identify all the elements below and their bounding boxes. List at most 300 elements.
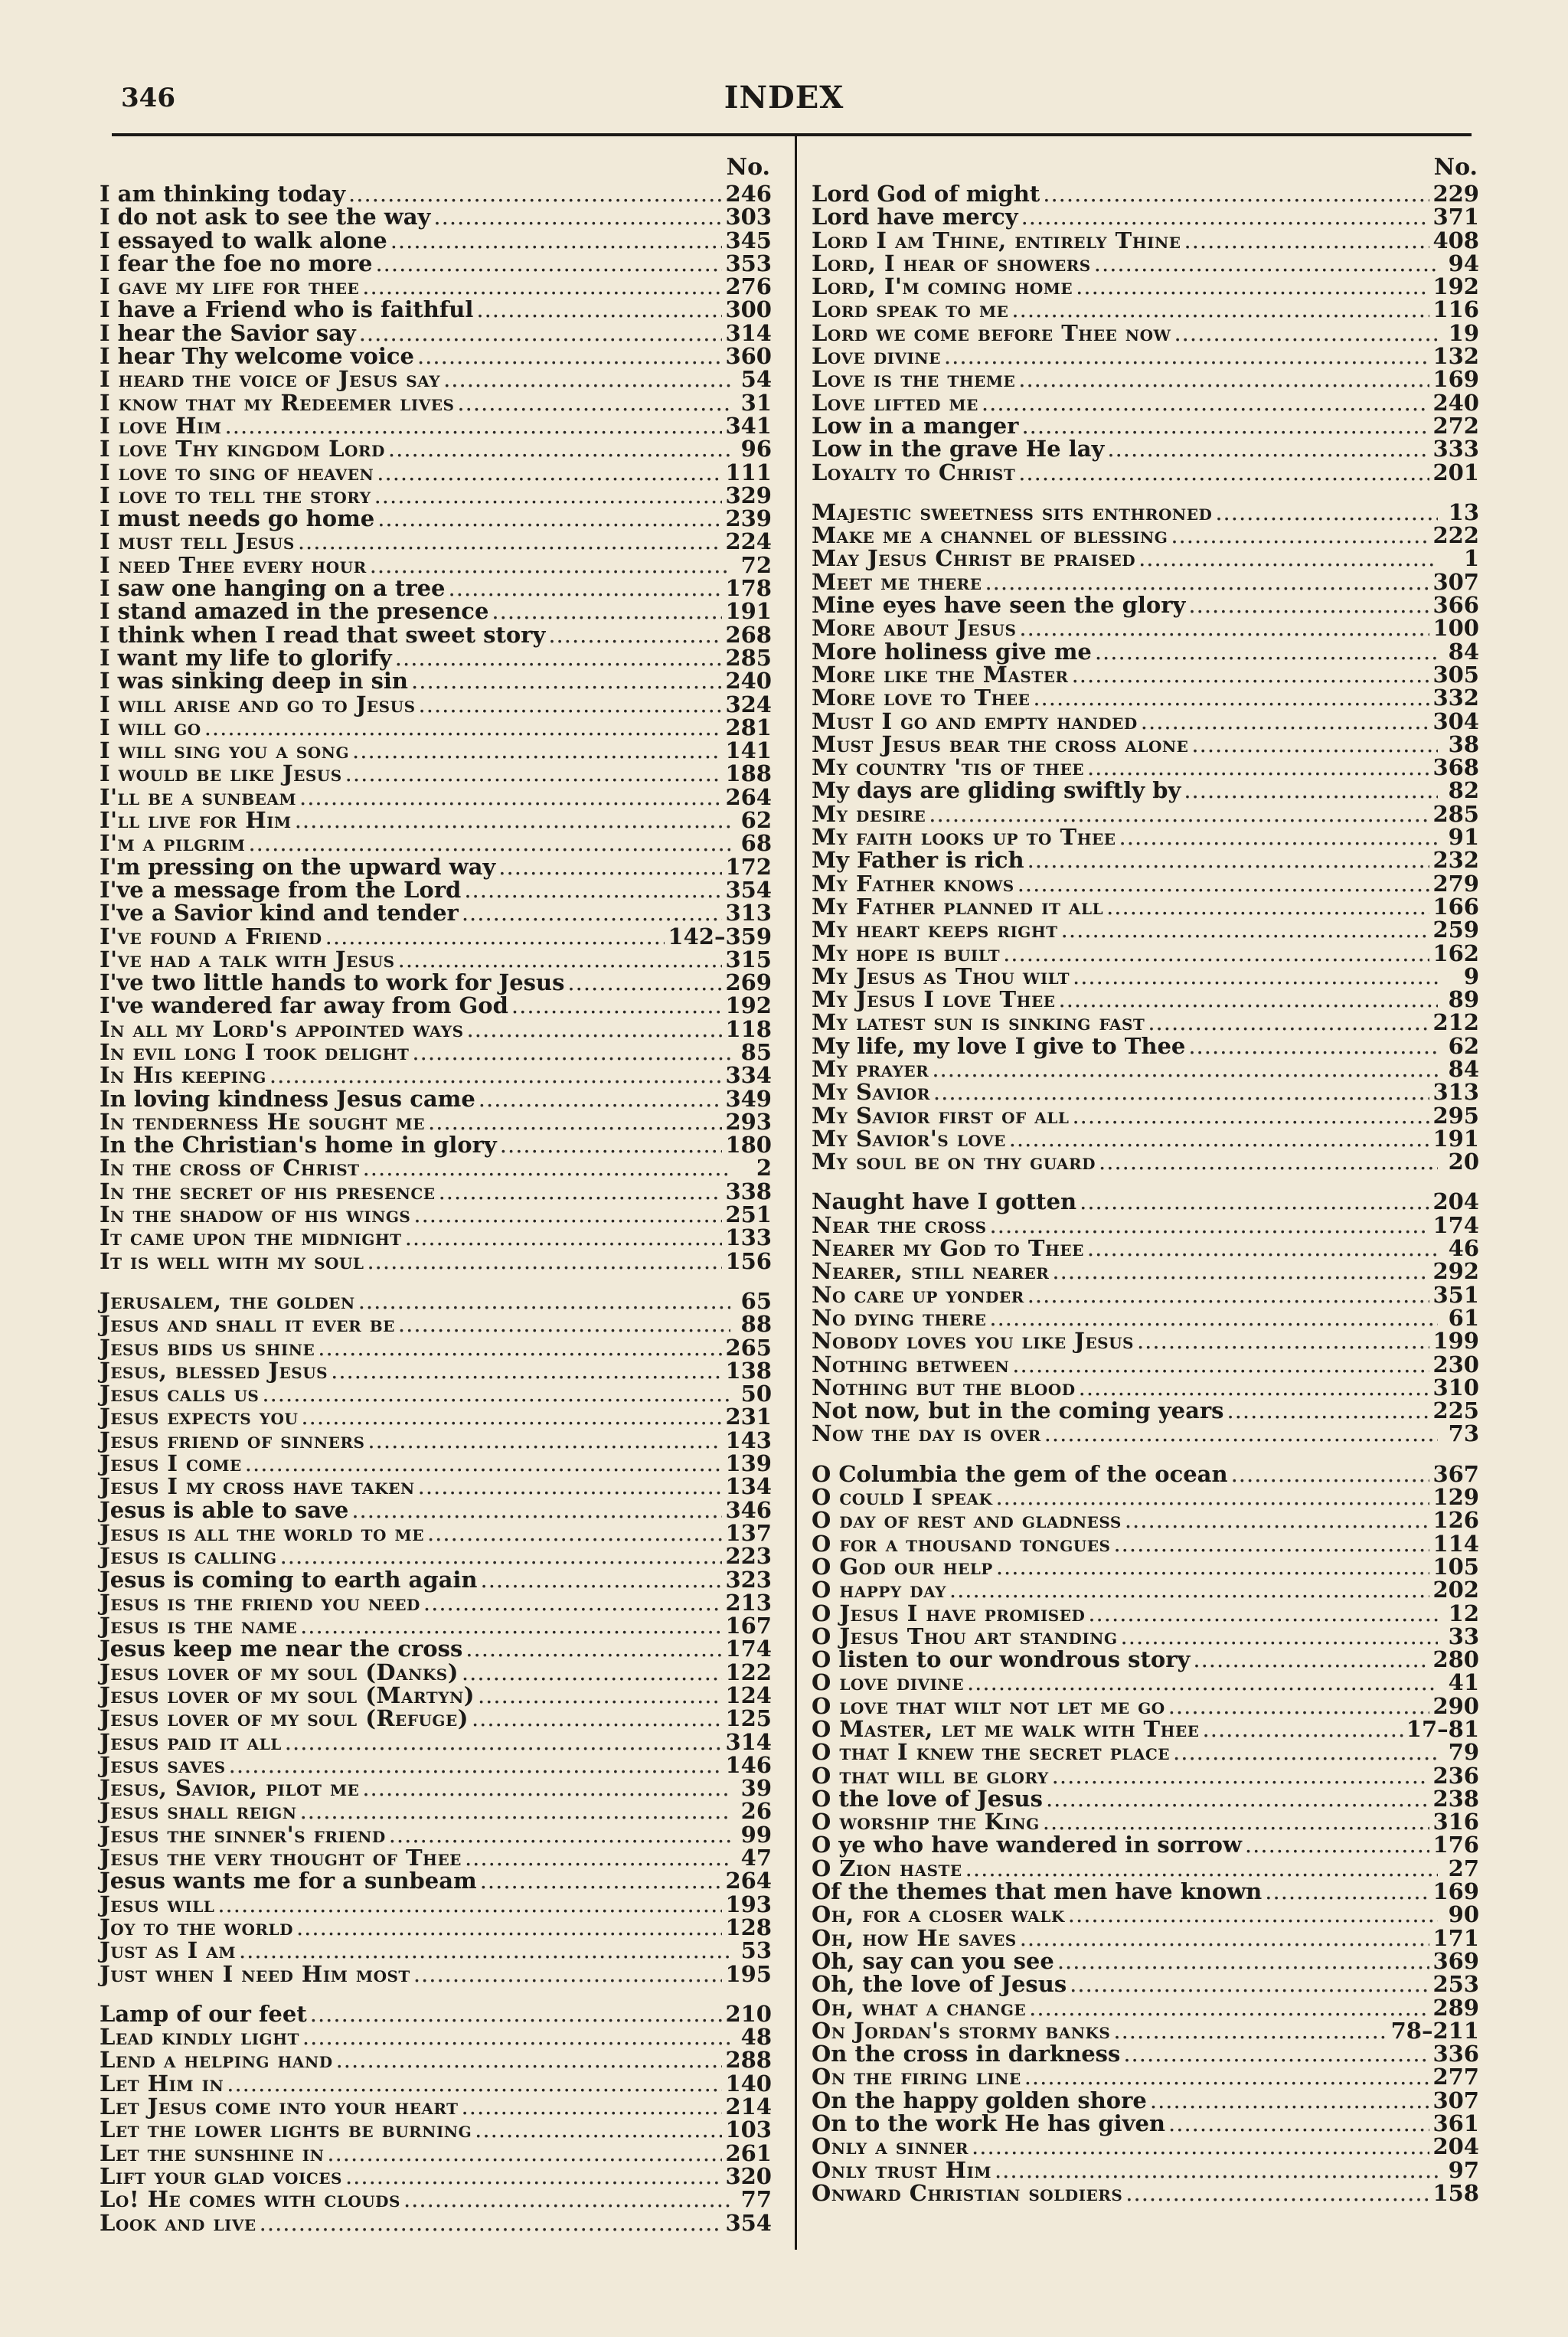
hymn-number: 251: [725, 1201, 772, 1228]
hymn-title: Oh, for a closer walk: [812, 1901, 1065, 1928]
dot-leader: [1191, 733, 1438, 756]
dot-leader: [467, 1018, 723, 1041]
hymn-number: 360: [725, 343, 772, 370]
dot-leader: [239, 1939, 730, 1962]
hymn-title: I saw one hanging on a tree: [100, 575, 446, 602]
index-entry: [812, 640, 1479, 663]
index-entry: [812, 965, 1479, 988]
dot-leader: [405, 1226, 723, 1249]
index-entry: [812, 1399, 1479, 1422]
hymn-number: 132: [1432, 343, 1479, 370]
index-entry: [812, 1996, 1479, 2019]
hymn-number: 103: [725, 2116, 772, 2143]
hymn-title: I want my life to glorify: [100, 644, 392, 671]
hymn-number: 268: [725, 621, 772, 648]
hymn-title: Jesus keep me near the cross: [100, 1636, 463, 1662]
hymn-number: 1: [1463, 545, 1479, 572]
dot-leader: [1029, 1996, 1429, 2019]
dot-leader: [1203, 1718, 1403, 1740]
dot-leader: [472, 1707, 723, 1730]
hymn-number: 20: [1448, 1149, 1479, 1175]
hymn-number: 100: [1432, 615, 1479, 642]
index-entry: [100, 182, 772, 205]
hymn-number: 192: [1432, 273, 1479, 300]
dot-leader: [995, 1486, 1429, 1508]
hymn-number: 354: [725, 876, 772, 903]
hymn-title: Jesus I my cross have taken: [100, 1473, 415, 1500]
dot-leader: [1072, 663, 1430, 686]
hymn-title: Low in a manger: [812, 412, 1019, 439]
hymn-title: My life, my love I give to Thee: [812, 1032, 1186, 1059]
hymn-title: I stand amazed in the presence: [100, 598, 489, 625]
hymn-number: 114: [1432, 1530, 1479, 1557]
hymn-title: Jesus is coming to earth again: [100, 1566, 478, 1593]
hymn-number: 224: [725, 528, 772, 555]
dot-leader: [1011, 298, 1429, 321]
index-entry: [812, 1671, 1479, 1694]
index-entry: [812, 1880, 1479, 1903]
index-entry: [812, 1810, 1479, 1833]
index-entry: [100, 600, 772, 623]
index-entry: [100, 1543, 772, 1570]
hymn-number: 204: [1432, 2133, 1479, 2160]
hymn-title: Jesus bids us shine: [100, 1334, 315, 1361]
hymn-title: O happy day: [812, 1577, 946, 1603]
index-entry: [812, 205, 1479, 228]
dot-leader: [1227, 1399, 1430, 1422]
hymn-title: Naught have I gotten: [812, 1188, 1077, 1215]
hymn-title: My faith looks up to Thee: [812, 824, 1116, 851]
dot-leader: [985, 570, 1429, 593]
dot-leader: [1215, 501, 1438, 524]
dot-leader: [318, 1336, 722, 1359]
hymn-number: 276: [725, 273, 772, 300]
dot-leader: [1061, 918, 1430, 941]
hymn-number: 202: [1432, 1577, 1479, 1603]
index-entry: [812, 1057, 1479, 1080]
hymn-number: 354: [725, 2209, 772, 2236]
dot-leader: [1094, 252, 1438, 275]
index-entry: [100, 1203, 772, 1226]
index-entry: [812, 2065, 1479, 2088]
index-entry: [100, 1751, 772, 1778]
dot-leader: [1107, 437, 1429, 460]
index-entry: [100, 2139, 772, 2166]
dot-leader: [1087, 1237, 1438, 1260]
hymn-number: 261: [725, 2139, 772, 2166]
index-entry: [812, 1718, 1479, 1740]
index-entry: [100, 507, 772, 530]
dot-leader: [345, 2165, 723, 2188]
index-entry: [100, 832, 772, 855]
index-entry: [100, 1684, 772, 1707]
dot-leader: [310, 2002, 723, 2025]
dot-leader: [990, 1214, 1430, 1237]
index-entry: [100, 1038, 772, 1065]
hymn-title: Not now, but in the coming years: [812, 1397, 1224, 1424]
hymn-title: It came upon the midnight: [100, 1224, 402, 1251]
index-entry: [812, 1764, 1479, 1787]
dot-leader: [1174, 322, 1438, 345]
dot-leader: [443, 368, 730, 391]
dot-leader: [1125, 2182, 1429, 2205]
hymn-number: 146: [725, 1751, 772, 1778]
dot-leader: [1113, 2019, 1387, 2042]
hymn-title: Let the sunshine in: [100, 2139, 325, 2166]
hymn-title: Nearer, still nearer: [812, 1258, 1050, 1285]
hymn-number: 332: [1432, 685, 1479, 711]
hymn-number: 27: [1448, 1855, 1479, 1881]
dot-leader: [1193, 1648, 1429, 1671]
hymn-title: Jesus paid it all: [100, 1728, 282, 1755]
dot-leader: [225, 414, 723, 437]
dot-leader: [1123, 2042, 1429, 2065]
dot-leader: [1184, 779, 1438, 802]
hymn-title: Look and live: [100, 2209, 256, 2236]
hymn-title: Oh, what a change: [812, 1994, 1027, 2021]
index-entry: [812, 1190, 1479, 1213]
hymn-title: I'm a pilgrim: [100, 830, 246, 857]
index-entry: [812, 1079, 1479, 1106]
index-entry: [812, 461, 1479, 484]
hymn-title: O day of rest and gladness: [812, 1507, 1122, 1534]
hymn-number: 180: [725, 1132, 772, 1159]
hymn-title: I need Thee every hour: [100, 551, 367, 578]
index-entry: [100, 275, 772, 298]
index-entry: [812, 437, 1479, 460]
index-entry: [100, 739, 772, 762]
dot-leader: [567, 971, 722, 994]
index-entry: [812, 1971, 1479, 1998]
index-entry: [100, 1869, 772, 1892]
hymn-number: 290: [1432, 1692, 1479, 1719]
hymn-number: 73: [1448, 1420, 1479, 1447]
hymn-title: Lord speak to me: [812, 296, 1009, 323]
dot-leader: [262, 1382, 730, 1405]
hymn-number: 336: [1432, 2041, 1479, 2067]
hymn-number: 19: [1448, 319, 1479, 346]
index-entry: [100, 668, 772, 695]
dot-leader: [418, 1475, 723, 1498]
dot-leader: [362, 275, 722, 298]
index-entry: [812, 872, 1479, 895]
hymn-number: 341: [725, 412, 772, 439]
index-entry: [812, 1648, 1479, 1671]
index-entry: [100, 1226, 772, 1249]
dot-leader: [1043, 1810, 1430, 1833]
hymn-number: 172: [725, 853, 772, 880]
index-entry: [100, 2002, 772, 2025]
index-entry: [812, 1283, 1479, 1306]
hymn-title: Majestic sweetness sits enthroned: [812, 498, 1213, 525]
page-title: INDEX: [724, 80, 844, 116]
hymn-title: O love divine: [812, 1669, 964, 1696]
dot-leader: [1088, 1602, 1438, 1625]
dot-leader: [367, 1250, 722, 1273]
hymn-title: Now the day is over: [812, 1420, 1041, 1447]
hymn-number: 324: [725, 691, 772, 717]
hymn-title: Onward Christian soldiers: [812, 2179, 1123, 2206]
hymn-title: I was sinking deep in sin: [100, 668, 409, 695]
hymn-title: My soul be on thy guard: [812, 1149, 1096, 1175]
dot-leader: [1052, 1260, 1429, 1283]
hymn-number: 90: [1448, 1901, 1479, 1928]
hymn-number: 143: [725, 1427, 772, 1453]
hymn-title: O God our help: [812, 1553, 993, 1580]
index-entry: [812, 570, 1479, 593]
hymn-title: Jesus lover of my soul (Refuge): [100, 1705, 469, 1732]
index-entry: [100, 1452, 772, 1475]
dot-leader: [511, 994, 723, 1017]
hymn-title: O for a thousand tongues: [812, 1530, 1111, 1557]
index-entry: [812, 1833, 1479, 1856]
dot-leader: [1027, 1283, 1430, 1306]
hymn-title: Love lifted me: [812, 389, 978, 416]
hymn-title: I'm pressing on the upward way: [100, 853, 496, 880]
hymn-number: 333: [1432, 436, 1479, 462]
dot-leader: [301, 1405, 722, 1428]
hymn-title: Nothing between: [812, 1351, 1010, 1378]
index-entry: [100, 484, 772, 507]
index-entry: [100, 2211, 772, 2234]
dot-leader: [1121, 1625, 1438, 1648]
hymn-title: Jesus wants me for a sunbeam: [100, 1868, 477, 1894]
dot-leader: [368, 1429, 722, 1452]
hymn-title: Just when I need Him most: [100, 1960, 410, 1987]
index-entry: [100, 971, 772, 994]
hymn-number: 48: [740, 2024, 772, 2051]
hymn-number: 307: [1432, 568, 1479, 595]
dot-leader: [299, 786, 722, 809]
hymn-title: My Father knows: [812, 870, 1014, 897]
hymn-title: I've had a talk with Jesus: [100, 946, 395, 972]
index-entry: [812, 1422, 1479, 1445]
index-entry: [100, 1496, 772, 1523]
hymn-number: 169: [1432, 1878, 1479, 1905]
index-entry: [100, 1823, 772, 1846]
hymn-number: 300: [725, 296, 772, 323]
hymn-number: 334: [725, 1062, 772, 1089]
dot-leader: [481, 1568, 723, 1591]
dot-leader: [989, 1306, 1438, 1329]
hymn-title: Joy to the world: [100, 1914, 293, 1940]
hymn-title: In loving kindness Jesus came: [100, 1085, 475, 1112]
dot-leader: [1106, 895, 1429, 918]
index-entry: [100, 1568, 772, 1591]
index-entry: [812, 1237, 1479, 1260]
left-column: [100, 153, 772, 2234]
dot-leader: [1046, 1787, 1429, 1810]
hymn-number: 305: [1432, 661, 1479, 688]
dot-leader: [439, 1180, 723, 1203]
dot-leader: [427, 1522, 723, 1544]
dot-leader: [1058, 988, 1438, 1011]
index-entry: [100, 1382, 772, 1405]
index-entry: [100, 855, 772, 878]
dot-leader: [475, 2118, 722, 2141]
hymn-number: 38: [1448, 731, 1479, 757]
index-entry: [812, 1924, 1479, 1951]
hymn-title: Oh, the love of Jesus: [812, 1971, 1067, 1998]
dot-leader: [229, 1754, 723, 1776]
index-entry: [100, 2024, 772, 2051]
hymn-title: Jesus shall reign: [100, 1798, 297, 1825]
hymn-title: I've found a Friend: [100, 923, 322, 950]
hymn-number: 366: [1432, 592, 1479, 619]
dot-leader: [1080, 1190, 1429, 1213]
hymn-title: It is well with my soul: [100, 1247, 364, 1274]
index-entry: [812, 1306, 1479, 1329]
hymn-number: 408: [1432, 227, 1479, 253]
hymn-number: 204: [1432, 1188, 1479, 1215]
hymn-title: I've a Savior kind and tender: [100, 900, 459, 927]
hymn-number: 240: [725, 668, 772, 695]
hymn-number: 188: [725, 760, 772, 787]
index-entry: [812, 1507, 1479, 1534]
hymn-title: I think when I read that sweet story: [100, 621, 546, 648]
hymn-number: 214: [725, 2093, 772, 2120]
hymn-title: My Jesus I love Thee: [812, 986, 1056, 1013]
dot-leader: [1265, 1880, 1429, 1903]
index-entry: [812, 756, 1479, 779]
hymn-number: 84: [1448, 638, 1479, 665]
dot-leader: [300, 1799, 730, 1822]
index-entry: [812, 298, 1479, 321]
hymn-title: Lead kindly light: [100, 2024, 299, 2051]
hymn-number: 264: [725, 783, 772, 810]
index-entry: [100, 1893, 772, 1916]
hymn-title: O worship the King: [812, 1809, 1040, 1835]
index-entry: [100, 2095, 772, 2118]
dot-leader: [1019, 616, 1429, 639]
hymn-number: 125: [725, 1705, 772, 1732]
index-entry: [812, 847, 1479, 874]
dot-leader: [377, 461, 722, 484]
hymn-number: 277: [1432, 2064, 1479, 2090]
hymn-title: Jesus friend of sinners: [100, 1427, 365, 1453]
dot-leader: [1125, 1508, 1430, 1531]
dot-leader: [457, 391, 730, 414]
index-entry: [100, 1155, 772, 1182]
hymn-number: 129: [1432, 1484, 1479, 1511]
index-entry: [100, 414, 772, 437]
index-entry: [812, 319, 1479, 346]
hymn-number: 82: [1448, 777, 1479, 804]
index-entry: [812, 779, 1479, 802]
index-entry: [100, 1064, 772, 1087]
index-entry: [100, 1846, 772, 1869]
index-entry: [812, 1376, 1479, 1399]
hymn-title: Jesus, Savior, pilot me: [100, 1775, 360, 1802]
index-entry: [100, 229, 772, 252]
hymn-title: My Father planned it all: [812, 893, 1104, 920]
hymn-number: 313: [1432, 1079, 1479, 1106]
hymn-number: 134: [725, 1473, 772, 1500]
section-gap: [100, 1986, 772, 2002]
dot-leader: [932, 1057, 1438, 1080]
hymn-number: 280: [1432, 1646, 1479, 1673]
hymn-number: 88: [740, 1311, 772, 1338]
dot-leader: [374, 484, 723, 507]
column-divider: [795, 136, 797, 2250]
hymn-title: On the cross in darkness: [812, 2041, 1121, 2067]
index-entry: [812, 1947, 1479, 1974]
hymn-number: 239: [725, 505, 772, 532]
index-entry: [812, 1578, 1479, 1601]
hymn-number: 192: [725, 992, 772, 1019]
index-entry: [812, 802, 1479, 825]
dot-leader: [1173, 1740, 1438, 1763]
index-entry: [100, 298, 772, 321]
hymn-title: My Jesus as Thou wilt: [812, 963, 1070, 989]
hymn-title: In evil long I took delight: [100, 1038, 410, 1065]
index-entry: [812, 275, 1479, 298]
hymn-title: Oh, say can you see: [812, 1947, 1054, 1974]
dot-leader: [1073, 965, 1438, 988]
hymn-title: Mine eyes have seen the glory: [812, 592, 1186, 619]
hymn-title: I've two little hands to work for Jesus: [100, 969, 565, 996]
dot-leader: [1095, 640, 1438, 663]
index-entry: [812, 2042, 1479, 2065]
dot-leader: [1119, 825, 1438, 848]
dot-leader: [363, 1156, 730, 1179]
hymn-title: More holiness give me: [812, 638, 1092, 665]
index-entry: [100, 646, 772, 669]
hymn-number: 9: [1463, 963, 1479, 989]
index-entry: [100, 762, 772, 785]
dot-leader: [944, 345, 1430, 368]
dot-leader: [1033, 686, 1429, 709]
hymn-title: My Savior first of all: [812, 1102, 1070, 1129]
hymn-number: 62: [1448, 1032, 1479, 1059]
dot-leader: [548, 623, 722, 646]
hymn-number: 33: [1448, 1623, 1479, 1649]
index-entry: [812, 252, 1479, 275]
dot-leader: [1245, 1833, 1430, 1856]
dot-leader: [995, 2159, 1438, 2182]
hymn-title: In the secret of his presence: [100, 1178, 436, 1204]
hymn-number: 346: [725, 1496, 772, 1523]
dot-leader: [1070, 1973, 1429, 1995]
index-entry: [812, 1150, 1479, 1173]
hymn-title: Lord we come before Thee now: [812, 319, 1171, 346]
index-entry: [100, 461, 772, 484]
index-entry: [812, 710, 1479, 733]
hymn-number: 47: [740, 1845, 772, 1871]
hymn-number: 230: [1432, 1351, 1479, 1378]
hymn-title: O love that wilt not let me go: [812, 1692, 1165, 1719]
dot-leader: [1021, 414, 1429, 437]
index-entry: [100, 878, 772, 901]
hymn-title: Jesus, blessed Jesus: [100, 1357, 328, 1384]
hymn-title: Low in the grave He lay: [812, 436, 1105, 462]
index-entry: [812, 686, 1479, 709]
dot-leader: [370, 554, 730, 577]
dot-leader: [1021, 205, 1430, 228]
hymn-number: 315: [725, 946, 772, 972]
hymn-title: Let the lower lights be burning: [100, 2116, 472, 2143]
hymn-title: On the firing line: [812, 2064, 1021, 2090]
hymn-number: 191: [1432, 1125, 1479, 1152]
index-entry: [100, 2047, 772, 2074]
hymn-title: In the shadow of his wings: [100, 1201, 411, 1228]
hymn-title: Only a sinner: [812, 2133, 969, 2160]
hymn-number: 31: [740, 389, 772, 416]
hymn-number: 310: [1432, 1374, 1479, 1401]
dot-leader: [479, 1087, 723, 1110]
hymn-title: I love Him: [100, 412, 222, 439]
index-entry: [100, 925, 772, 948]
